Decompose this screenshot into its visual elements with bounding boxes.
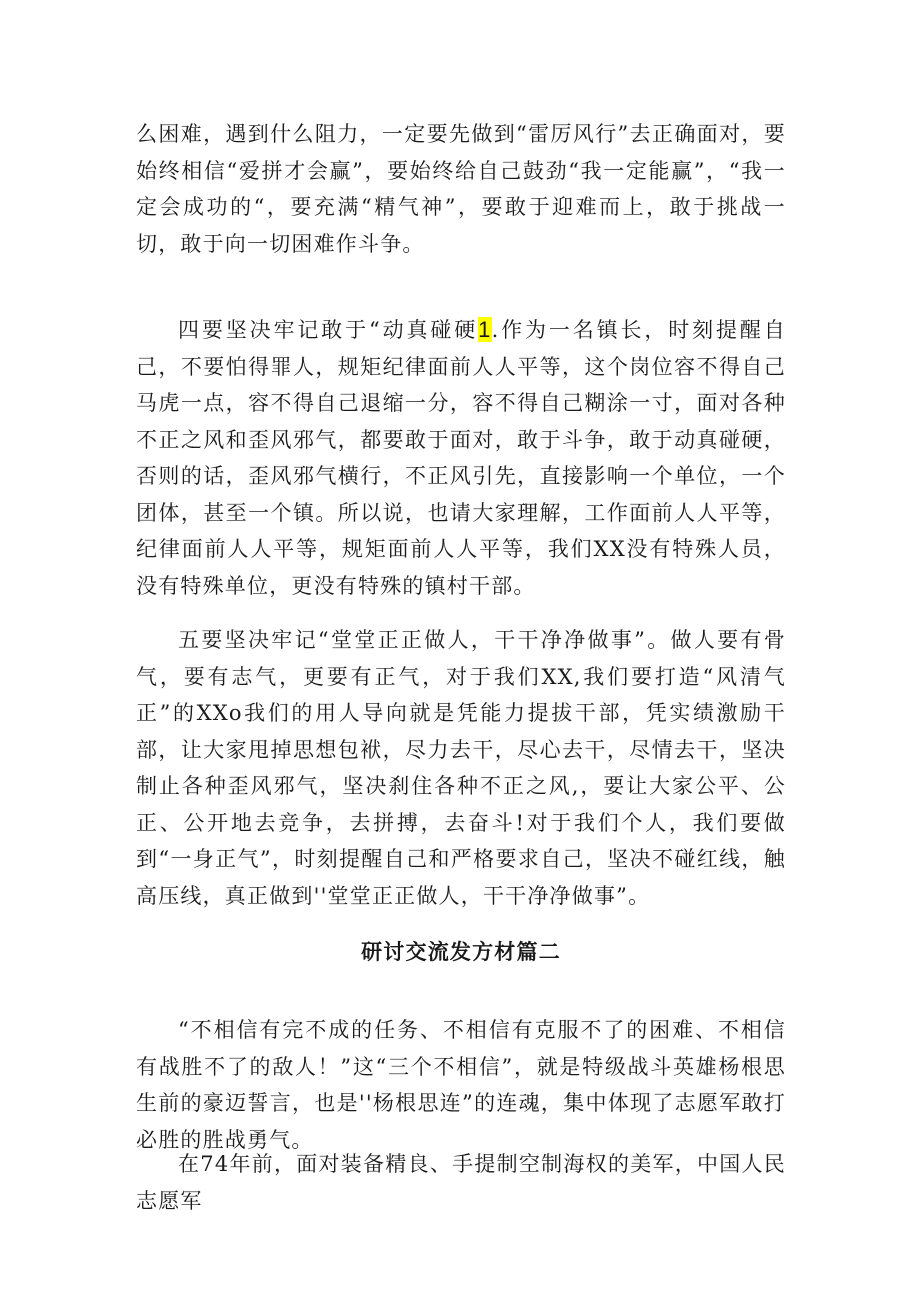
paragraph-2 (136, 312, 786, 604)
paragraph-2-rest: .作为一名镇长，时刻提醒自己，不要怕得罪人，规矩纪律面前人人平等，这个岗位容不得自己马虎一点，容不得自己退缩一分，容不得自己糊涂一寸，面对各种不正之风和歪风邪气，都要敢于面对，敢于斗争，敢于动真碰硬，否则的话，歪风邪气横行，不正风引先，直接影响一个单位，一个团体，甚至一个镇。所以说，也请大家理解，工作面前人人平等，纪律面前人人平等，规矩面前人人平等，我们XX没有特殊人员，没有特殊单位，更没有特殊的镇村干部。 (136, 318, 786, 598)
paragraph-3: 五要坚决牢记“堂堂正正做人，干干净净做事”。做人要有骨气，要有志气，更要有正气，对于我们XX,我们要打造“风清气正”的XXo我们的用人导向就是凭能力提拔干部，凭实绩激励干部，让大家甩掉思想包袱，尽力去干，尽心去干，尽情去干，坚决制止各种歪风邪气，坚决刹住各种不正之风,，要让大家公平、公正、公开地去竞争，去拼搏，去奋斗!对于我们个人，我们要做到“一身正气”，时刻提醒自己和严格要求自己，坚决不碰红线，触高压线，真正做到''堂堂正正做人，干干净净做事”。 (136, 628, 786, 908)
paragraph-4: “不相信有完不成的任务、不相信有克服不了的困难、不相信有战胜不了的敌人！”这“三个不相信”，就是特级战斗英雄杨根思生前的豪迈誓言，也是''杨根思连”的连魂，集中体现了志愿军敢打必胜的胜战勇气。 (136, 1018, 786, 1152)
paragraph-1: 么困难，遇到什么阻力，一定要先做到“雷厉风行”去正确面对，要始终相信“爱拼才会赢”，要始终给自己鼓劲“我一定能赢”，“我一定会成功的“，要充满“精气神”，要敢于迎难而上，敢于挑战一切，敢于向一切困难作斗争。 (136, 122, 786, 256)
paragraph-5: 在74年前，面对装备精良、手提制空制海权的美军，中国人民志愿军 (136, 1152, 786, 1213)
paragraph-2-start: 四要坚决牢记敢于“动真碰硬 (178, 318, 479, 342)
highlighted-number: 1 (478, 317, 492, 342)
section-heading: 研讨交流发方材篇二 (361, 939, 561, 964)
